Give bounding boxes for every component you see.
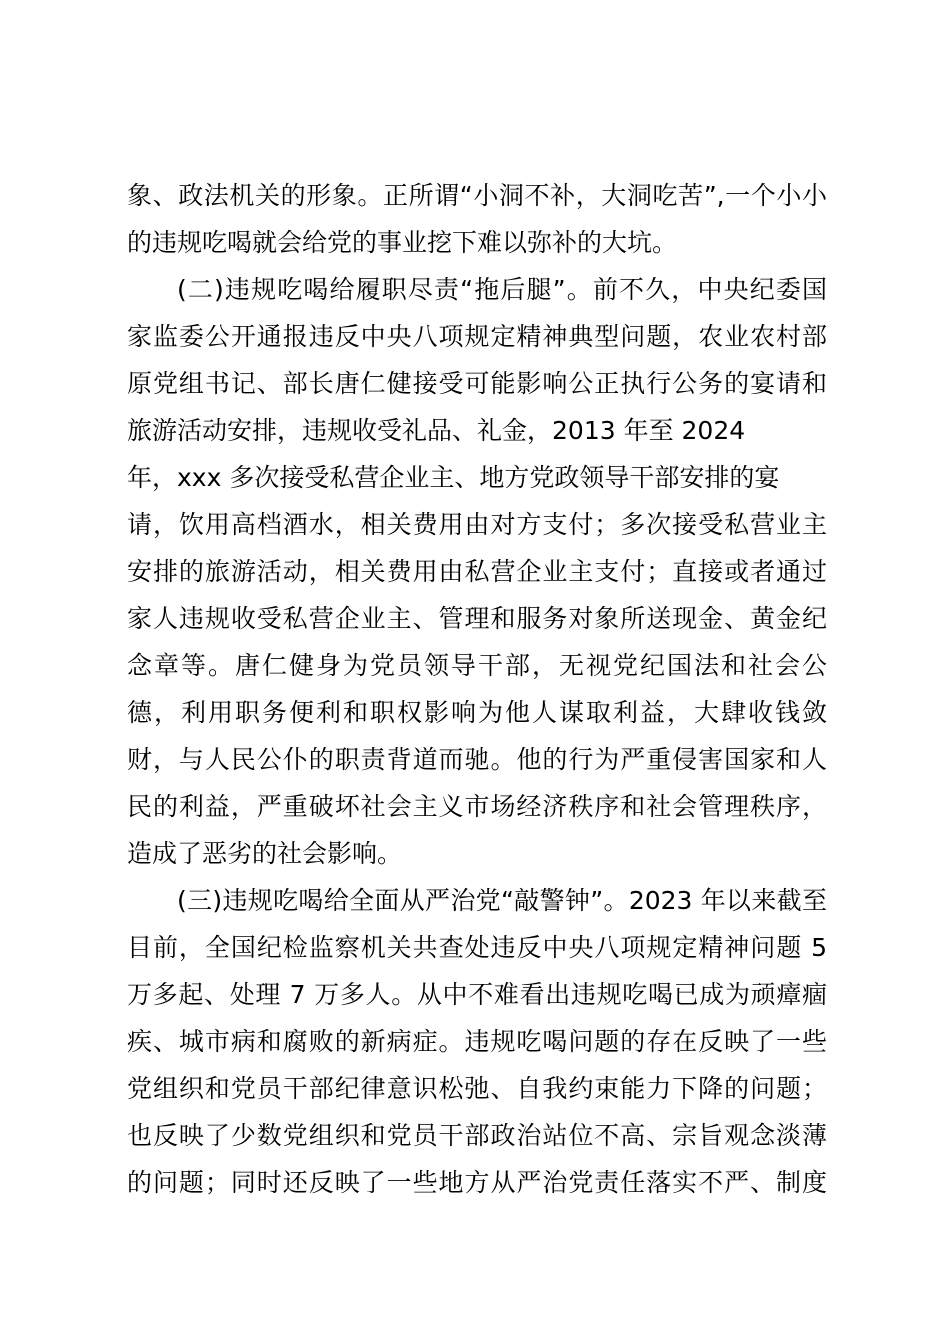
text-line: 万多起、处理 7 万多人。从中不难看出违规吃喝已成为顽瘴痼 <box>127 980 827 1009</box>
text-line: 旅游活动安排，违规收受礼品、礼金，2013 年至 2024 <box>127 416 746 445</box>
text-line: 造成了恶劣的社会影响。 <box>127 839 403 868</box>
text-line: 财，与人民公仆的职责背道而驰。他的行为严重侵害国家和人 <box>127 745 827 774</box>
text-line: 象、政法机关的形象。正所谓“小洞不补，大洞吃苦”,一个小小 <box>127 181 827 210</box>
text-line: 安排的旅游活动，相关费用由私营企业主支付；直接或者通过 <box>127 557 827 586</box>
text-line: 德，利用职务便利和职权影响为他人谋取利益，大肆收钱敛 <box>127 698 827 727</box>
text-line: 家人违规收受私营企业主、管理和服务对象所送现金、黄金纪 <box>127 604 827 633</box>
text-line: 的违规吃喝就会给党的事业挖下难以弥补的大坑。 <box>127 228 678 257</box>
text-line: 民的利益，严重破坏社会主义市场经济秩序和社会管理秩序， <box>127 792 827 821</box>
text-line: 目前，全国纪检监察机关共查处违反中央八项规定精神问题 5 <box>127 933 827 962</box>
text-line: 年，xxx 多次接受私营企业主、地方党政领导干部安排的宴 <box>127 463 780 492</box>
text-line: (三)违规吃喝给全面从严治党“敲警钟”。2023 年以来截至 <box>177 886 827 915</box>
text-line: 请，饮用高档酒水，相关费用由对方支付；多次接受私营业主 <box>127 510 827 539</box>
text-line: (二)违规吃喝给履职尽责“拖后腿”。前不久，中央纪委国 <box>177 275 827 304</box>
text-line: 疾、城市病和腐败的新病症。违规吃喝问题的存在反映了一些 <box>127 1027 827 1056</box>
text-line: 的问题；同时还反映了一些地方从严治党责任落实不严、制度 <box>127 1168 827 1197</box>
text-line: 也反映了少数党组织和党员干部政治站位不高、宗旨观念淡薄 <box>127 1121 827 1150</box>
document-body <box>127 172 827 1206</box>
text-line: 家监委公开通报违反中央八项规定精神典型问题，农业农村部 <box>127 322 827 351</box>
text-line: 党组织和党员干部纪律意识松弛、自我约束能力下降的问题； <box>127 1074 827 1103</box>
text-line: 原党组书记、部长唐仁健接受可能影响公正执行公务的宴请和 <box>127 369 827 398</box>
text-line: 念章等。唐仁健身为党员领导干部，无视党纪国法和社会公 <box>127 651 827 680</box>
